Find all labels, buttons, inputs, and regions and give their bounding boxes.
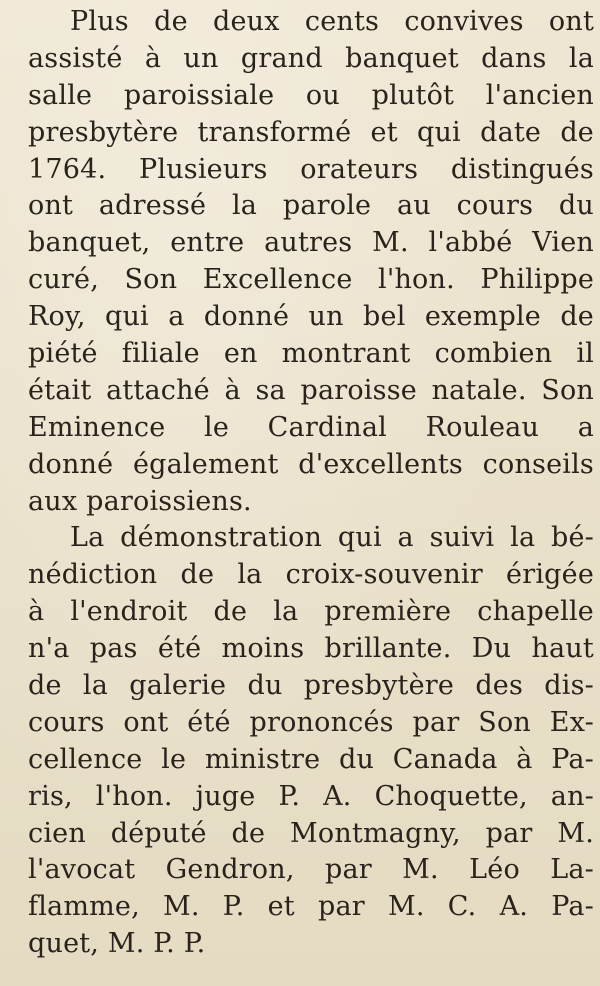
text-line: cours ont été prononcés par Son Ex- [28,706,594,738]
article-column [28,4,594,963]
text-line: aux paroissiens. [28,485,252,517]
paragraph-demonstration [28,520,594,963]
text-line: donné également d'excellents conseils [28,448,594,480]
text-line: 1764. Plusieurs orateurs distingués [28,153,594,185]
text-line: cien député de Montmagny, par M. [28,817,594,849]
text-line: nédiction de la croix-souvenir érigée [28,559,594,591]
text-line: n'a pas été moins brillante. Du haut [28,633,594,665]
text-line: assisté à un grand banquet dans la [28,42,594,74]
text-line: flamme, M. P. et par M. C. A. Pa- [28,891,594,923]
text-line: curé, Son Excellence l'hon. Philippe [28,264,594,296]
text-line: salle paroissiale ou plutôt l'ancien [28,79,594,111]
text-line: presbytère transformé et qui date de [28,116,594,148]
text-line: Plus de deux cents convives ont [70,6,594,37]
text-line: ont adressé la parole au cours du [28,190,594,222]
text-line: ris, l'hon. juge P. A. Choquette, an- [28,780,594,812]
text-line: l'avocat Gendron, par M. Léo La- [28,854,594,886]
text-line: Eminence le Cardinal Rouleau a [28,411,594,443]
text-line: piété filiale en montrant combien il [28,338,594,370]
text-line: à l'endroit de la première chapelle [28,596,594,628]
text-line: de la galerie du presbytère des dis- [28,670,594,702]
text-line: Roy, qui a donné un bel exemple de [28,301,594,333]
text-line: La démonstration qui a suivi la bé- [70,522,594,554]
text-line: banquet, entre autres M. l'abbé Vien [28,227,594,259]
text-line: cellence le ministre du Canada à Pa- [28,743,594,775]
text-line: était attaché à sa paroisse natale. Son [28,374,594,406]
paragraph-banquet [28,4,594,520]
text-line: quet, M. P. P. [28,928,206,960]
